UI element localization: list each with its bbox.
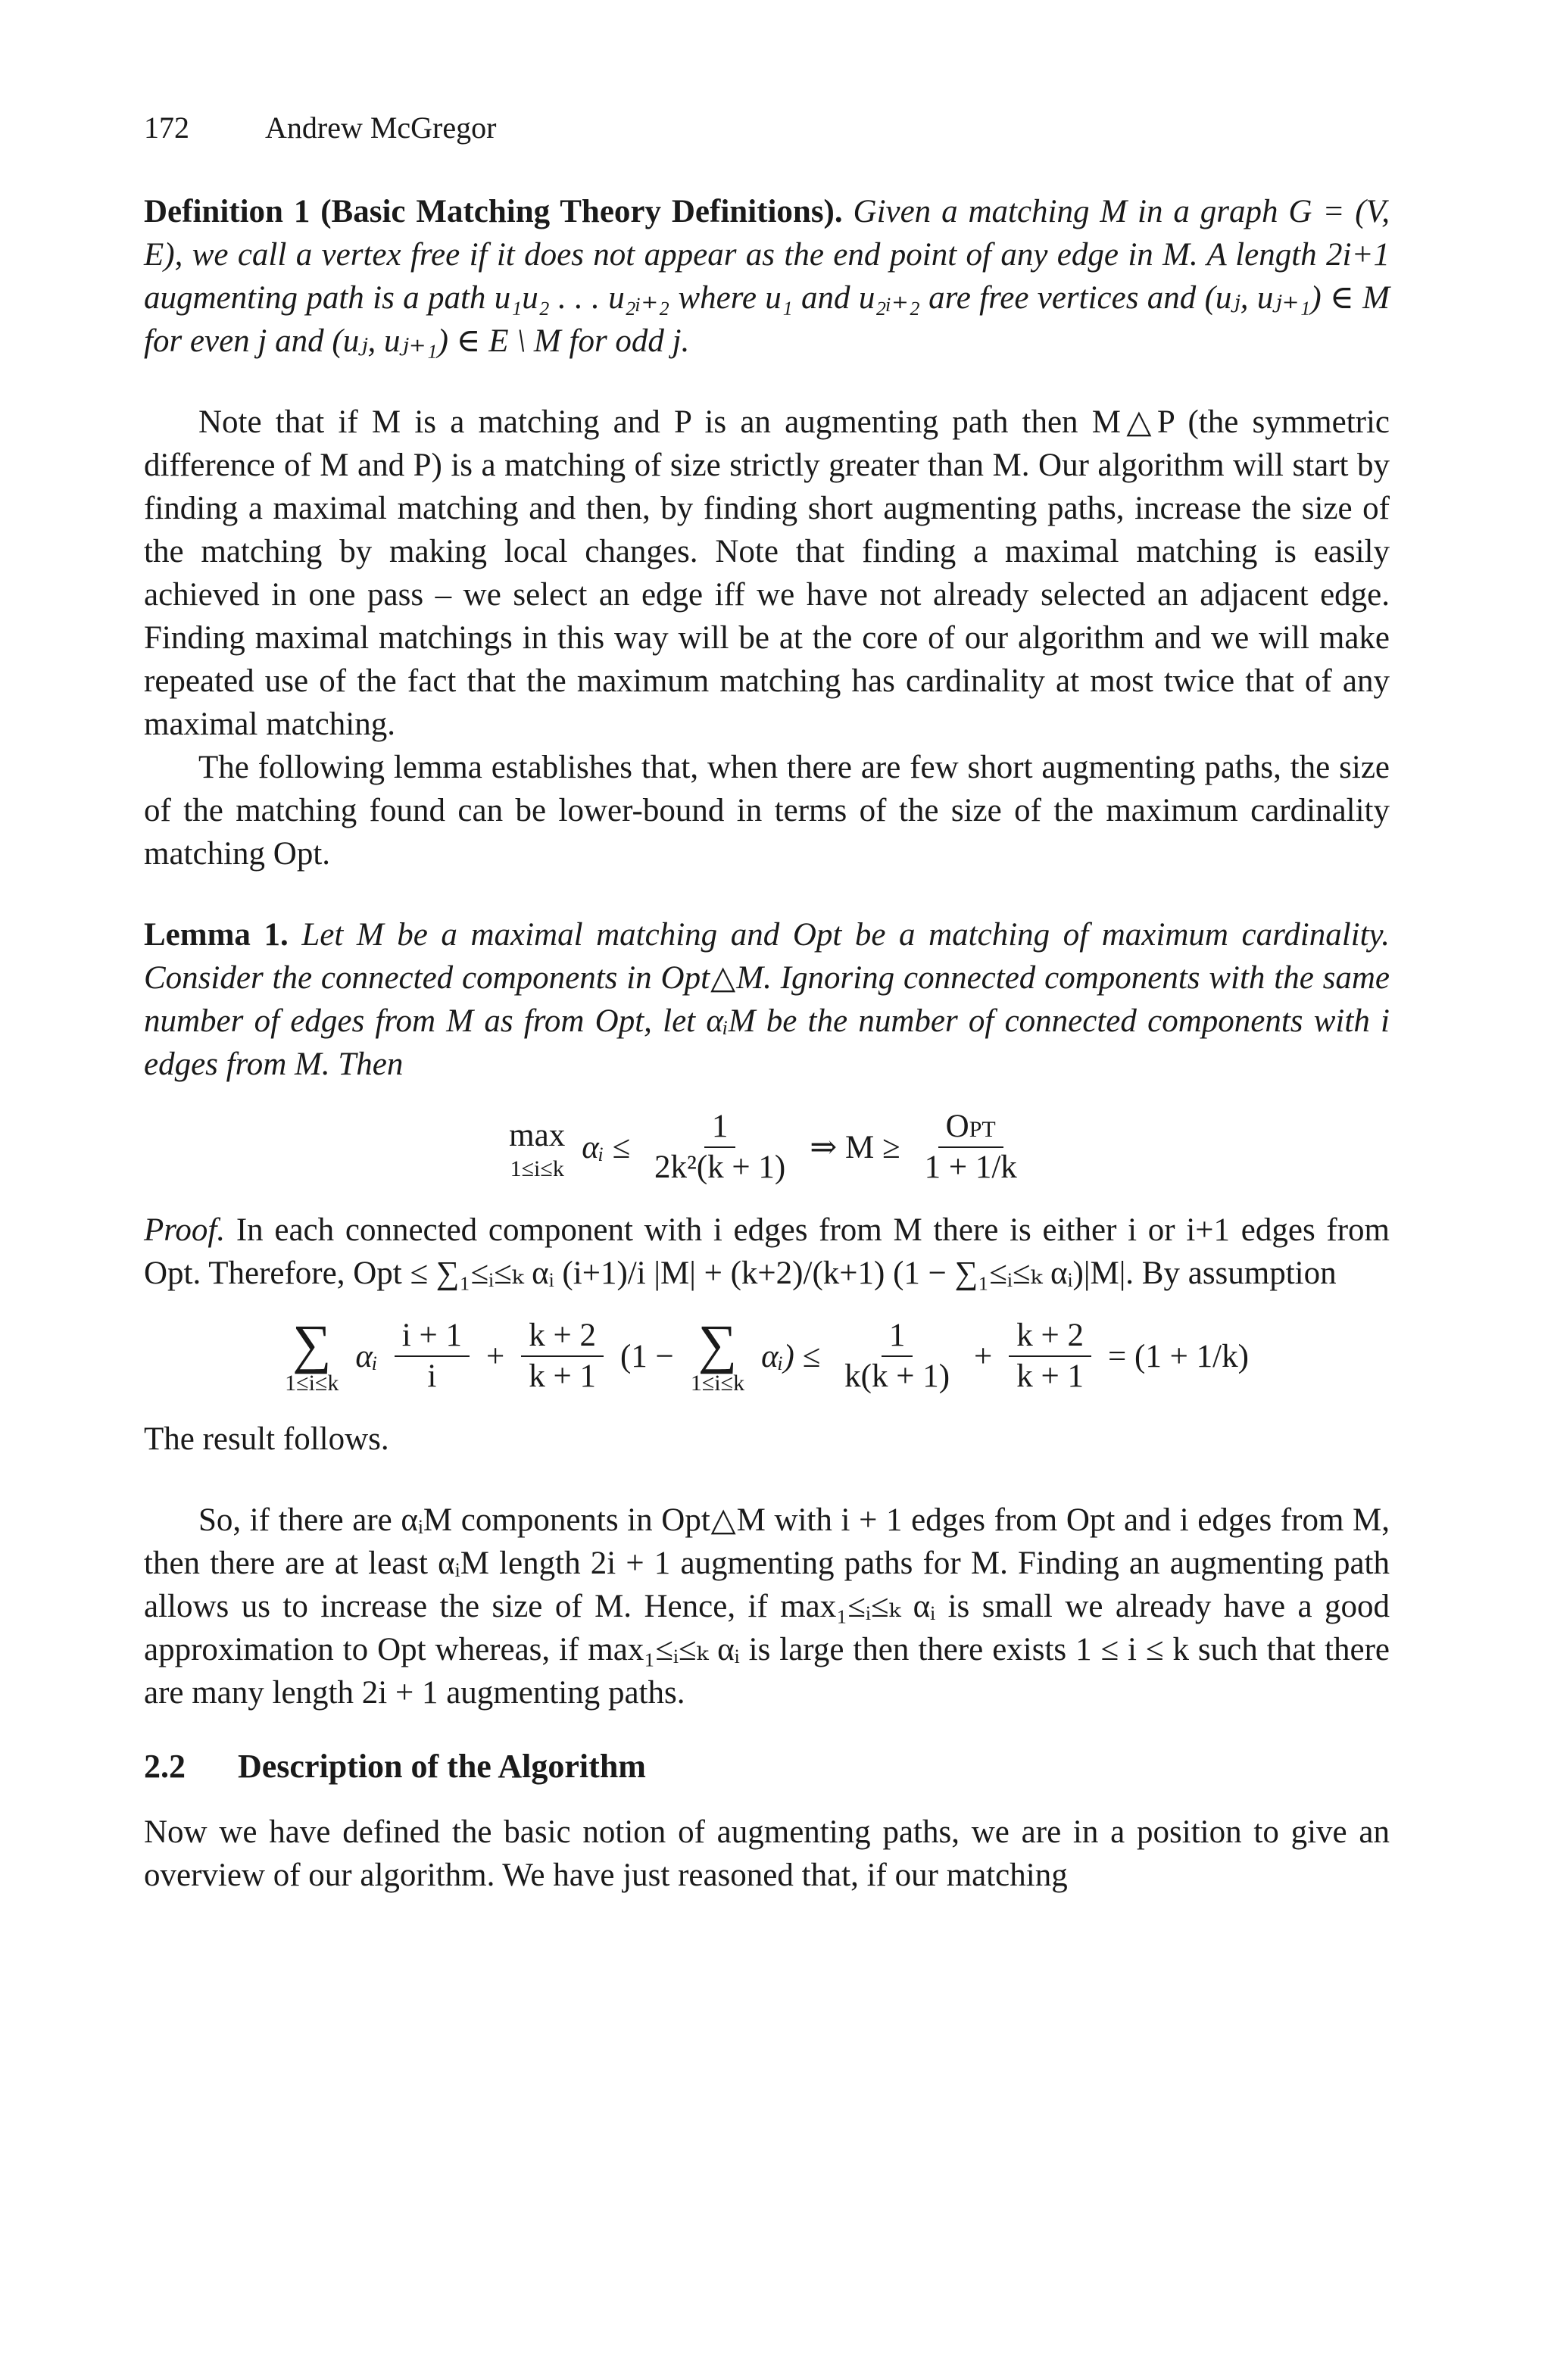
- eq2-f4-numerator: k + 2: [1009, 1316, 1091, 1357]
- definition-label: Definition 1 (Basic Matching Theory Definitions).: [144, 194, 843, 229]
- lemma-label: Lemma 1.: [144, 917, 289, 953]
- eq2-alpha-close: αᵢ) ≤: [761, 1338, 821, 1374]
- paragraph-3: So, if there are αᵢM components in Opt△M with i + 1 edges from Opt and i edges from M, then there are at least αᵢM length 2i + 1 augmenting paths for M. Finding an augmenting path allows us to increase the size of M. Hence, if max₁≤ᵢ≤ₖ αᵢ is small we already have a good approximation to Opt whereas, if max₁≤ᵢ≤ₖ αᵢ is large then there exists 1 ≤ i ≤ k such that there are many length 2i + 1 augmenting paths.: [144, 1502, 1390, 1711]
- section-title: Description of the Algorithm: [238, 1748, 646, 1785]
- definition-1: [144, 190, 1390, 363]
- eq1-fraction-2: [917, 1107, 1025, 1187]
- eq2-f2-denominator: k + 1: [529, 1358, 596, 1394]
- max-subscript: 1≤i≤k: [510, 1156, 564, 1181]
- eq2-f4-denominator: k + 1: [1016, 1358, 1084, 1394]
- paragraph-4: Now we have defined the basic notion of augmenting paths, we are in a position to give an overview of our algorithm. We have just reasoned that, if our matching: [144, 1814, 1390, 1893]
- sum-operator-2: [690, 1314, 745, 1396]
- max-operator: [509, 1114, 565, 1181]
- eq2-plus-1: +: [485, 1338, 505, 1374]
- eq2-paren-open: (1 −: [619, 1338, 674, 1374]
- eq2-fraction-2: [521, 1316, 604, 1396]
- proof-text: In each connected component with i edges from M there is either i or i+1 edges from Opt. Therefore, Opt ≤ ∑₁≤ᵢ≤ₖ αᵢ (i+1)/i |M| + (k+2)/(k+1) (1 − ∑₁≤ᵢ≤ₖ αᵢ)|M|. By assumption: [144, 1212, 1390, 1291]
- eq1-frac2-denominator: 1 + 1/k: [924, 1149, 1017, 1185]
- equation-2: [144, 1316, 1390, 1396]
- running-author: Andrew McGregor: [265, 111, 497, 145]
- eq2-f1-numerator: i + 1: [395, 1316, 470, 1357]
- section-heading: [144, 1745, 1390, 1788]
- eq2-fraction-3: [837, 1316, 957, 1396]
- sum-subscript-1: 1≤i≤k: [285, 1371, 339, 1396]
- sum-symbol-1: ∑: [292, 1314, 332, 1374]
- eq2-f2-numerator: k + 2: [521, 1316, 604, 1357]
- eq1-fraction-1: [647, 1107, 793, 1187]
- lemma-text: Let M be a maximal matching and Opt be a matching of maximum cardinality. Consider the connected components in Opt△M. Ignoring connected components with the same number of edges from M as from Opt, let αᵢM be the number of connected components with i edges from M. Then: [144, 917, 1390, 1082]
- lemma-1: [144, 913, 1390, 1086]
- eq2-plus-2: +: [974, 1338, 993, 1374]
- page: [144, 106, 1390, 1897]
- eq1-frac2-numerator: Opt: [938, 1107, 1003, 1148]
- eq1-implies: ⇒ M ≥: [810, 1129, 900, 1165]
- proof-label: Proof.: [144, 1212, 226, 1248]
- eq2-fraction-1: [395, 1316, 470, 1396]
- proof: [144, 1209, 1390, 1295]
- paragraph-2: The following lemma establishes that, when there are few short augmenting paths, the size of the matching found can be lower-bound in terms of the size of the maximum cardinality matching Opt.: [144, 750, 1390, 872]
- running-head: [144, 106, 1390, 149]
- sum-subscript-2: 1≤i≤k: [690, 1371, 745, 1396]
- eq1-lhs: αᵢ ≤: [582, 1129, 630, 1165]
- eq1-frac1-numerator: 1: [704, 1107, 736, 1148]
- sum-symbol-2: ∑: [697, 1314, 738, 1374]
- eq2-fraction-4: [1009, 1316, 1091, 1396]
- eq2-f3-numerator: 1: [882, 1316, 913, 1357]
- eq2-f3-denominator: k(k + 1): [844, 1358, 950, 1394]
- section-number: 2.2: [144, 1748, 186, 1785]
- eq1-frac1-denominator: 2k²(k + 1): [654, 1149, 786, 1185]
- eq2-f1-denominator: i: [427, 1358, 437, 1394]
- definition-text: Given a matching M in a graph G = (V, E), we call a vertex free if it does not appear as the end point of any edge in M. A length 2i+1 augmenting path is a path u₁u₂ . . . u₂ᵢ₊₂ where u₁ and u₂ᵢ₊₂ are free vertices and (uⱼ, uⱼ₊₁) ∈ M for even j and (uⱼ, uⱼ₊₁) ∈ E \ M for odd j.: [144, 194, 1390, 359]
- eq2-alpha: αᵢ: [355, 1338, 378, 1374]
- paragraph-1: Note that if M is a matching and P is an augmenting path then M△P (the symmetric difference of M and P) is a matching of size strictly greater than M. Our algorithm will start by finding a maximal matching and then, by finding short augmenting paths, increase the size of the matching by making local changes. Note that finding a maximal matching is easily achieved in one pass – we select an edge iff we have not already selected an adjacent edge. Finding maximal matchings in this way will be at the core of our algorithm and we will make repeated use of the fact that the maximum matching has cardinality at most twice that of any maximal matching.: [144, 404, 1390, 742]
- equation-1: [144, 1107, 1390, 1187]
- eq2-result: = (1 + 1/k): [1108, 1338, 1249, 1374]
- sum-operator-1: [285, 1314, 339, 1396]
- page-number: 172: [144, 111, 189, 145]
- max-word: max: [509, 1117, 566, 1153]
- result-line: The result follows.: [144, 1421, 389, 1457]
